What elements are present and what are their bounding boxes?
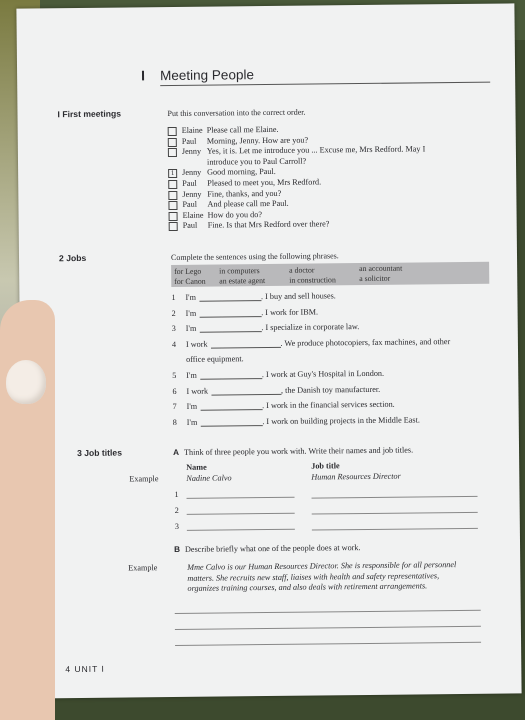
name-input-line[interactable] <box>187 497 295 499</box>
example-description-line: Mme Calvo is our Human Resources Director. She is responsible for all personnel <box>187 560 487 574</box>
sentence-number: 5 <box>172 371 186 380</box>
line-text: Please call me Elaine. <box>207 123 488 135</box>
sentence-number: 4 <box>172 340 186 349</box>
section1-instruction: Put this conversation into the correct order. <box>167 108 305 118</box>
section2-instruction: Complete the sentences using the following phrases. <box>171 251 339 262</box>
job-title-input-line[interactable] <box>312 528 478 531</box>
order-checkbox[interactable] <box>168 180 177 189</box>
section-label-job-titles: 3 Job titles <box>77 448 122 458</box>
row-number: 1 <box>174 490 178 499</box>
speaker-name: Jenny <box>182 168 207 177</box>
fill-in-blank[interactable] <box>210 339 280 349</box>
thumbnail <box>6 360 46 404</box>
workbook-page <box>16 3 521 698</box>
sentence-number: 6 <box>172 386 186 395</box>
sentence-end: . I specialize in corporate law. <box>261 322 359 332</box>
sentence-row <box>173 414 493 433</box>
example-label-b: Example <box>128 563 157 572</box>
example-description-line: organizes training courses, and also deals with retirement arrangements. <box>187 581 487 595</box>
sentence-start: I'm <box>186 324 197 333</box>
speaker-name: Jenny <box>182 189 207 198</box>
fill-in-blank[interactable] <box>200 417 262 427</box>
order-checkbox[interactable]: 1 <box>168 169 177 178</box>
part-b-instruction: Describe briefly what one of the people does at work. <box>185 543 361 554</box>
order-checkbox[interactable] <box>168 127 177 136</box>
sentence-number: 7 <box>173 402 187 411</box>
order-checkbox[interactable] <box>168 138 177 147</box>
line-text: Pleased to meet you, Mrs Redford. <box>207 176 488 188</box>
sentence-end: . I work in the financial services section. <box>262 400 395 410</box>
phrase: in computers <box>219 266 260 275</box>
part-b-heading <box>174 543 361 554</box>
fill-in-blank[interactable] <box>211 385 281 395</box>
sentence-start: I'm <box>185 293 196 302</box>
sentence-number: 1 <box>171 293 185 302</box>
part-a-letter: A <box>173 448 179 457</box>
conversation-list <box>168 123 489 232</box>
line-text: introduce you to Paul Carroll? <box>207 154 488 166</box>
sentence-end: . I work at Guy's Hospital in London. <box>262 369 384 379</box>
name-input-line[interactable] <box>187 529 295 531</box>
example-label-a: Example <box>129 474 158 483</box>
speaker-name: Jenny <box>182 147 207 156</box>
example-name: Nadine Calvo <box>186 473 231 482</box>
sentence-start: I'm <box>187 418 198 427</box>
phrase: in construction <box>289 275 336 284</box>
sentence-start: I work <box>186 339 208 348</box>
example-job-title: Human Resources Director <box>311 472 401 482</box>
fill-in-blank[interactable] <box>199 323 261 333</box>
sentence-start: I'm <box>186 371 197 380</box>
sentence-start: office equipment. <box>186 355 244 365</box>
phrase: an estate agent <box>219 276 265 285</box>
speaker-name: Elaine <box>183 210 208 219</box>
phrase-box <box>171 262 489 287</box>
phrase: for Lego <box>174 267 201 276</box>
page-footer: 4 UNIT I <box>65 664 105 674</box>
fill-in-blank[interactable] <box>200 370 262 380</box>
speaker-name: Paul <box>182 136 207 145</box>
line-text: Good morning, Paul. <box>207 165 488 177</box>
sentence-end: . We produce photocopiers, fax machines, and other <box>280 337 450 348</box>
part-a-instruction: Think of three people you work with. Write their names and job titles. <box>184 445 413 456</box>
part-a-heading <box>173 445 413 457</box>
speaker-name: Elaine <box>182 126 207 135</box>
line-text: Morning, Jenny. How are you? <box>207 133 488 145</box>
phrase: for Canon <box>174 277 205 286</box>
phrase: a doctor <box>289 266 314 275</box>
sentence-start: I'm <box>187 402 198 411</box>
line-text: How do you do? <box>208 207 489 219</box>
fill-in-blank[interactable] <box>199 292 261 302</box>
sentence-number: 8 <box>173 418 187 427</box>
answer-line[interactable] <box>175 610 481 614</box>
chapter-number: I <box>141 67 145 83</box>
conversation-line <box>169 218 489 232</box>
line-text: And please call me Paul. <box>207 197 488 209</box>
speaker-name: Paul <box>182 200 207 209</box>
order-checkbox[interactable] <box>169 222 178 231</box>
answer-line[interactable] <box>175 642 481 646</box>
sentence-end: . I work on building projects in the Middle East. <box>262 415 420 426</box>
sentence-number: 3 <box>172 324 186 333</box>
chapter-title: Meeting People <box>160 67 254 83</box>
order-checkbox[interactable] <box>168 148 177 157</box>
line-text: Yes, it is. Let me introduce you ... Excuse me, Mrs Redford. May I <box>207 144 488 156</box>
sentence-end: . I work for IBM. <box>261 307 318 317</box>
sentence-start: I work <box>186 386 208 395</box>
phrase: an accountant <box>359 264 402 273</box>
fill-in-blank[interactable] <box>199 308 261 318</box>
name-input-line[interactable] <box>187 513 295 515</box>
order-checkbox[interactable] <box>168 201 177 210</box>
example-description <box>187 560 487 595</box>
order-checkbox[interactable] <box>169 212 178 221</box>
row-number: 3 <box>175 522 179 531</box>
phrase: a solicitor <box>359 274 390 283</box>
part-b-letter: B <box>174 545 180 554</box>
line-text: Fine. Is that Mrs Redford over there? <box>208 218 489 230</box>
sentence-list <box>171 290 492 434</box>
section-label-jobs: 2 Jobs <box>59 253 86 263</box>
example-description-line: matters. She recruits new staff, liaises with health and safety representatives, <box>187 570 487 584</box>
answer-line[interactable] <box>175 626 481 630</box>
job-title-input-line[interactable] <box>312 496 478 499</box>
sentence-number: 2 <box>172 308 186 317</box>
fill-in-blank[interactable] <box>200 401 262 411</box>
speaker-name: Paul <box>183 221 208 230</box>
line-text: Fine, thanks, and you? <box>207 186 488 198</box>
section-label-first-meetings: I First meetings <box>57 109 121 120</box>
sentence-end: . I buy and sell houses. <box>261 291 336 301</box>
column-name-header: Name <box>186 463 207 472</box>
sentence-start: I'm <box>186 308 197 317</box>
job-title-input-line[interactable] <box>312 512 478 515</box>
order-checkbox[interactable] <box>168 191 177 200</box>
column-job-title-header: Job title <box>311 461 340 470</box>
speaker-name: Paul <box>182 179 207 188</box>
sentence-end: , the Danish toy manufacturer. <box>281 384 380 394</box>
row-number: 2 <box>175 506 179 515</box>
